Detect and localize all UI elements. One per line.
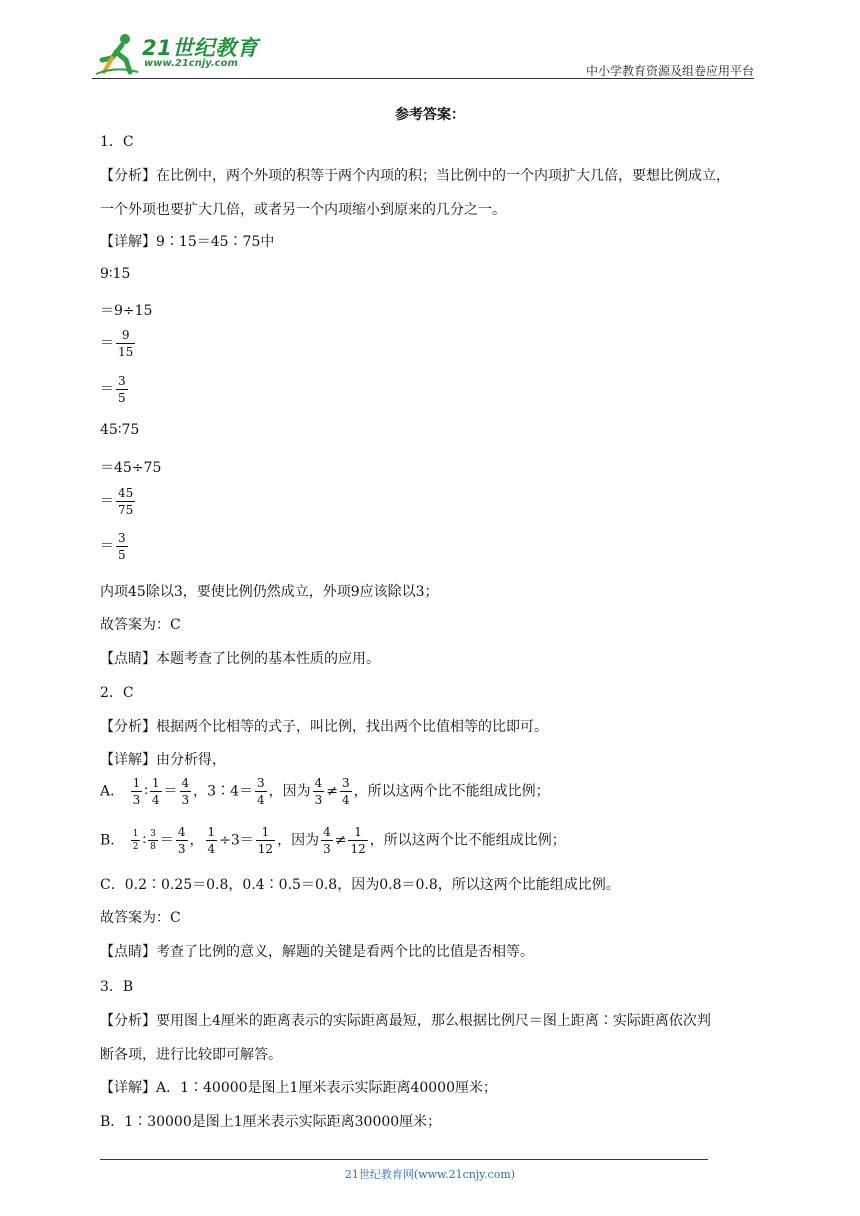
q1-ratio-2: 45∶75: [100, 422, 140, 438]
q3-number: 3．B: [100, 979, 134, 995]
fraction: [313, 775, 325, 808]
numerator: 4: [314, 776, 323, 790]
numerator: 1: [132, 776, 141, 790]
denominator: 4: [151, 793, 160, 807]
numerator: 1: [348, 824, 367, 841]
q3-analysis-line1: 【分析】要用图上4厘米的距离表示的实际距离最短，那么根据比例尺＝图上距离∶实际距离依次判: [100, 1013, 711, 1029]
text-segment: ，因为: [277, 832, 320, 849]
logo-url-text: www.21cnjy.com: [144, 58, 238, 69]
numerator: 3: [118, 374, 126, 388]
q1-conclusion: 内项45除以3，要使比例仍然成立，外项9应该除以3；: [100, 584, 439, 600]
text-segment: ，因为: [268, 783, 311, 800]
q2-number: 2．C: [100, 685, 134, 701]
q1-fraction-row-3: [100, 485, 760, 518]
q2-option-b: [100, 824, 760, 857]
not-equal-sign: ≠: [326, 783, 338, 800]
numerator: 3: [118, 531, 126, 545]
text-segment: ，: [189, 832, 204, 849]
fraction: [180, 775, 192, 808]
q1-division-2: ＝45÷75: [100, 460, 162, 476]
numerator: 1: [151, 776, 160, 790]
q1-division-1: ＝9÷15: [100, 303, 153, 319]
option-label: B．: [100, 832, 125, 849]
denominator: 4: [342, 793, 350, 807]
q2-option-a: [100, 775, 760, 808]
logo-brand-text: 21世纪教育: [142, 36, 259, 60]
site-logo: [92, 32, 262, 78]
fraction: [116, 485, 135, 518]
equals-sign: ＝: [163, 783, 178, 800]
text-segment: ÷3＝: [219, 832, 254, 849]
fraction: [348, 824, 367, 857]
colon: ∶: [144, 783, 148, 800]
colon: ∶: [142, 832, 147, 849]
fraction: [256, 824, 275, 857]
equals-sign: ＝: [100, 493, 114, 510]
numerator: 45: [118, 486, 134, 500]
numerator: 1: [207, 825, 216, 839]
q1-number: 1．C: [100, 134, 134, 150]
q2-option-c: C．0.2∶0.25＝0.8，0.4∶0.5＝0.8，因为0.8＝0.8，所以这两个比能组成比例。: [100, 877, 620, 893]
fraction: [206, 824, 218, 857]
q2-analysis: 【分析】根据两个比相等的式子，叫比例，找出两个比值相等的比即可。: [100, 719, 548, 735]
denominator: 5: [118, 391, 126, 405]
page-title: 参考答案：: [395, 107, 465, 123]
denominator: 3: [181, 793, 190, 807]
q2-comment: 【点睛】考查了比例的意义，解题的关键是看两个比的比值是否相等。: [100, 944, 534, 960]
denominator: 2: [132, 842, 139, 852]
q2-answer: 故答案为：C: [100, 910, 181, 926]
denominator: 3: [177, 842, 186, 856]
q1-fraction-row-4: [100, 530, 760, 563]
numerator: 4: [323, 825, 331, 839]
denominator: 4: [256, 793, 265, 807]
platform-name: 中小学教育资源及组卷应用平台: [585, 64, 754, 78]
numerator: 4: [177, 825, 186, 839]
header-divider: [92, 78, 754, 79]
numerator: 3: [256, 776, 265, 790]
q1-fraction-row-2: [100, 373, 760, 406]
equals-sign: ＝: [159, 832, 174, 849]
option-label: A．: [100, 783, 125, 800]
numerator: 1: [132, 829, 139, 839]
text-segment: ，3∶4＝: [193, 783, 253, 800]
fraction: [131, 775, 143, 808]
q3-analysis-line2: 断各项，进行比较即可解答。: [100, 1047, 282, 1063]
fraction: [148, 828, 158, 853]
numerator: 9: [116, 327, 135, 344]
q1-comment: 【点睛】本题考查了比例的基本性质的应用。: [100, 651, 380, 667]
numerator: 3: [342, 776, 350, 790]
not-equal-sign: ≠: [334, 832, 347, 849]
fraction: [116, 373, 128, 406]
denominator: 12: [350, 842, 366, 856]
denominator: 3: [132, 793, 141, 807]
text-segment: ，所以这两个比不能组成比例；: [369, 832, 566, 849]
footer-link[interactable]: 21世纪教育网(www.21cnjy.com): [344, 1168, 516, 1181]
denominator: 4: [207, 842, 216, 856]
numerator: 4: [181, 776, 190, 790]
q3-detail-b: B．1∶30000是图上1厘米表示实际距离30000厘米；: [100, 1114, 442, 1130]
runner-logo-icon: [92, 32, 140, 78]
q1-answer: 故答案为：C: [100, 617, 181, 633]
denominator: 15: [118, 345, 134, 359]
fraction: [340, 775, 352, 808]
denominator: 12: [257, 842, 274, 856]
denominator: 3: [314, 793, 323, 807]
denominator: 8: [150, 842, 156, 852]
equals-sign: ＝: [100, 381, 114, 398]
q1-ratio-1: 9∶15: [100, 266, 131, 282]
equals-sign: ＝: [100, 335, 114, 352]
fraction: [131, 828, 141, 853]
text-segment: ，所以这两个比不能组成比例；: [353, 783, 550, 800]
fraction: [150, 775, 162, 808]
q1-analysis-line2: 一个外项也要扩大几倍，或者另一个内项缩小到原来的几分之一。: [100, 202, 506, 218]
denominator: 3: [323, 842, 331, 856]
q2-detail: 【详解】由分析得，: [100, 752, 226, 768]
numerator: 1: [256, 824, 275, 841]
denominator: 75: [118, 503, 134, 517]
equals-sign: ＝: [100, 538, 114, 555]
fraction: [116, 530, 128, 563]
fraction: [176, 824, 188, 857]
q1-fraction-row-1: [100, 327, 760, 360]
footer-divider: [100, 1159, 708, 1160]
fraction: [255, 775, 267, 808]
q1-analysis-line1: 【分析】在比例中，两个外项的积等于两个内项的积；当比例中的一个内项扩大几倍，要想比例成立，: [100, 168, 730, 184]
q3-detail-a: 【详解】A．1∶40000是图上1厘米表示实际距离40000厘米；: [100, 1080, 497, 1096]
fraction: [116, 327, 135, 360]
q1-detail: 【详解】9∶15＝45∶75中: [100, 234, 275, 250]
denominator: 5: [118, 548, 126, 562]
numerator: 3: [150, 829, 156, 839]
fraction: [321, 824, 333, 857]
